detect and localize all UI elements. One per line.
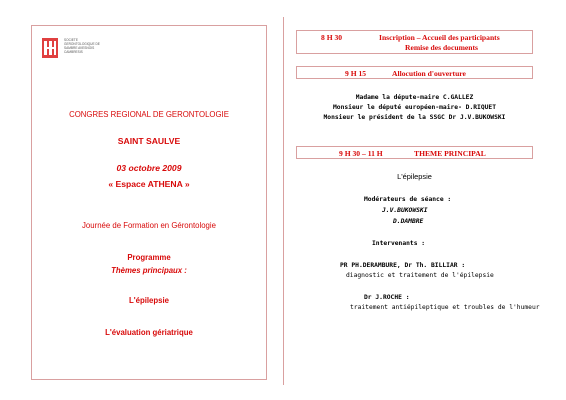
- schedule-time: 8 H 30: [321, 33, 343, 42]
- programme-heading: Programme: [127, 253, 171, 262]
- society-logo-icon: [42, 38, 58, 58]
- society-name-line: CAMBRESIS: [64, 50, 83, 54]
- event-date: 03 octobre 2009: [116, 163, 182, 173]
- event-venue: « Espace ATHENA »: [108, 179, 190, 189]
- society-name: [64, 38, 100, 54]
- city-name: SAINT SAULVE: [117, 136, 181, 146]
- speakers-label: Intervenants :: [372, 240, 426, 247]
- theme-epilepsy: L'épilepsie: [129, 296, 169, 305]
- opening-speaker: Monsieur le député européen-maire- D.RIQUET: [332, 104, 496, 111]
- speaker-topic: diagnostic et traitement de l'épilepsie: [346, 272, 494, 279]
- schedule-item-opening: [296, 66, 533, 79]
- society-name-line: GERONTOLOGIQUE DE: [64, 42, 100, 46]
- schedule-time: 9 H 30 – 11 H: [339, 149, 383, 158]
- society-name-line: SOCIETE: [64, 38, 78, 42]
- opening-speaker: Madame la députe-maire C.GALLEZ: [355, 94, 474, 101]
- brochure-cover: [31, 25, 267, 380]
- moderator-name: D.DAMBRE: [393, 218, 424, 225]
- opening-speaker: Monsieur le président de la SSGC Dr J.V.BUKOWSKI: [323, 114, 506, 121]
- schedule-time: 9 H 15: [345, 69, 367, 78]
- speaker-names: Dr J.ROCHE :: [364, 294, 410, 301]
- schedule-title-line2: Remise des documents: [405, 43, 478, 52]
- speaker-topic: traitement antiépileptique et troubles de l'humeur: [350, 304, 540, 311]
- schedule-title: Allocution d'ouverture: [392, 69, 466, 78]
- themes-heading: Thèmes principaux :: [111, 266, 187, 275]
- schedule-title: Inscription – Accueil des participants: [379, 33, 500, 42]
- theme-geriatric-evaluation: L'évaluation gériatrique: [105, 328, 193, 337]
- moderators-label: Modérateurs de séance :: [364, 196, 452, 203]
- schedule-item-registration: [296, 30, 533, 54]
- moderator-name: J.V.BUKOWSKI: [382, 207, 428, 214]
- schedule-title: THEME PRINCIPAL: [414, 149, 486, 158]
- speaker-names: PR PH.DERAMBURE, Dr Th. BILLIAR :: [340, 262, 466, 269]
- congress-title: CONGRES REGIONAL DE GERONTOLOGIE: [69, 110, 229, 119]
- training-day-title: Journée de Formation en Gérontologie: [82, 221, 216, 230]
- theme-subject: L'épilepsie: [397, 172, 432, 181]
- page-divider: [283, 17, 284, 385]
- schedule-item-main-theme: [296, 146, 533, 159]
- society-name-line: SAMBRE AVESNOIS: [64, 46, 95, 50]
